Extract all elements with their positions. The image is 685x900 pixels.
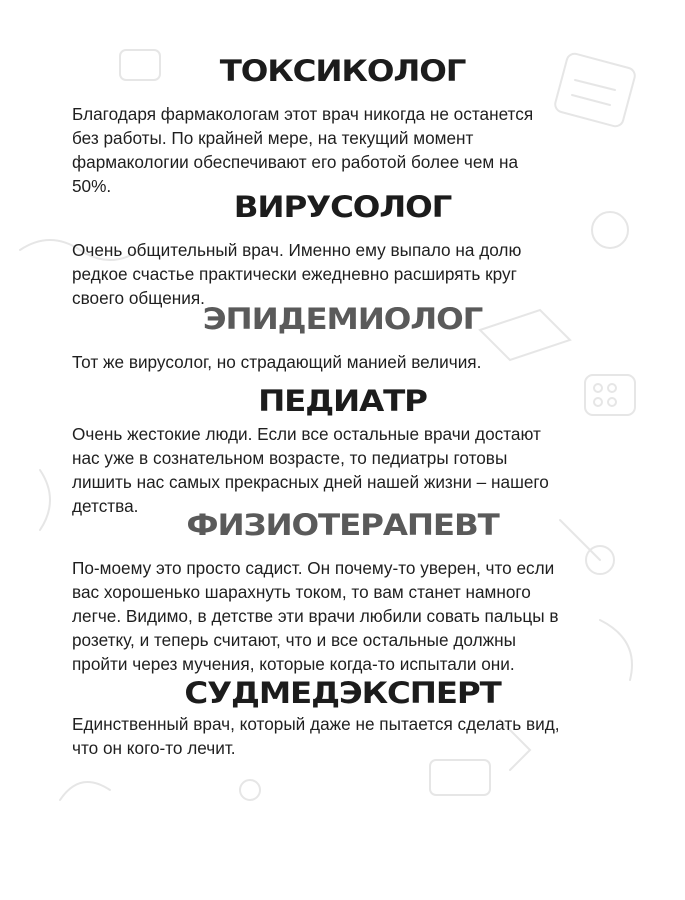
text-line: вас хорошенько шарахнуть током, то вам станет намного — [72, 582, 531, 602]
text-line: своего общения. — [72, 288, 205, 308]
text-line: лишить нас самых прекрасных дней нашей жизни – нашего — [72, 472, 549, 492]
paragraph-pediatrician — [72, 422, 632, 518]
heading-forensic-expert: СУДМЕДЭКСПЕРТ — [184, 676, 501, 710]
text-line: 50%. — [72, 176, 112, 196]
heading-pediatrician: ПЕДИАТР — [258, 384, 427, 418]
heading-virologist: ВИРУСОЛОГ — [233, 190, 452, 224]
heading-physiotherapist: ФИЗИОТЕРАПЕВТ — [186, 508, 499, 542]
text-line: По-моему это просто садист. Он почему-то уверен, что если — [72, 558, 555, 578]
text-line: нас уже в сознательном возрасте, то педиатры готовы — [72, 448, 508, 468]
text-line: без работы. По крайней мере, на текущий момент — [72, 128, 474, 148]
paragraph-toxicologist — [72, 102, 632, 198]
paragraph-virologist — [72, 238, 632, 310]
paragraph-epidemiologist — [72, 350, 632, 374]
text-line: Тот же вирусолог, но страдающий манией величия. — [72, 352, 482, 372]
text-line: пройти через мучения, которые когда-то испытали они. — [72, 654, 515, 674]
heading-toxicologist: ТОКСИКОЛОГ — [219, 54, 466, 88]
heading-epidemiologist: ЭПИДЕМИОЛОГ — [202, 302, 483, 336]
text-line: Очень общительный врач. Именно ему выпало на долю — [72, 240, 522, 260]
text-line: Благодаря фармакологам этот врач никогда не останется — [72, 104, 534, 124]
text-line: что он кого-то лечит. — [72, 738, 236, 758]
paragraph-physiotherapist — [72, 556, 632, 676]
text-line: Очень жестокие люди. Если все остальные врачи достают — [72, 424, 541, 444]
text-line: розетку, и теперь считают, что и все остальные должны — [72, 630, 516, 650]
text-line: фармакологии обеспечивают его работой более чем на — [72, 152, 519, 172]
text-line: редкое счастье практически ежедневно расширять круг — [72, 264, 517, 284]
text-line: детства. — [72, 496, 139, 516]
paragraph-forensic-expert — [72, 712, 632, 760]
text-line: Единственный врач, который даже не пытается сделать вид, — [72, 714, 560, 734]
text-line: легче. Видимо, в детстве эти врачи любили совать пальцы в — [72, 606, 559, 626]
